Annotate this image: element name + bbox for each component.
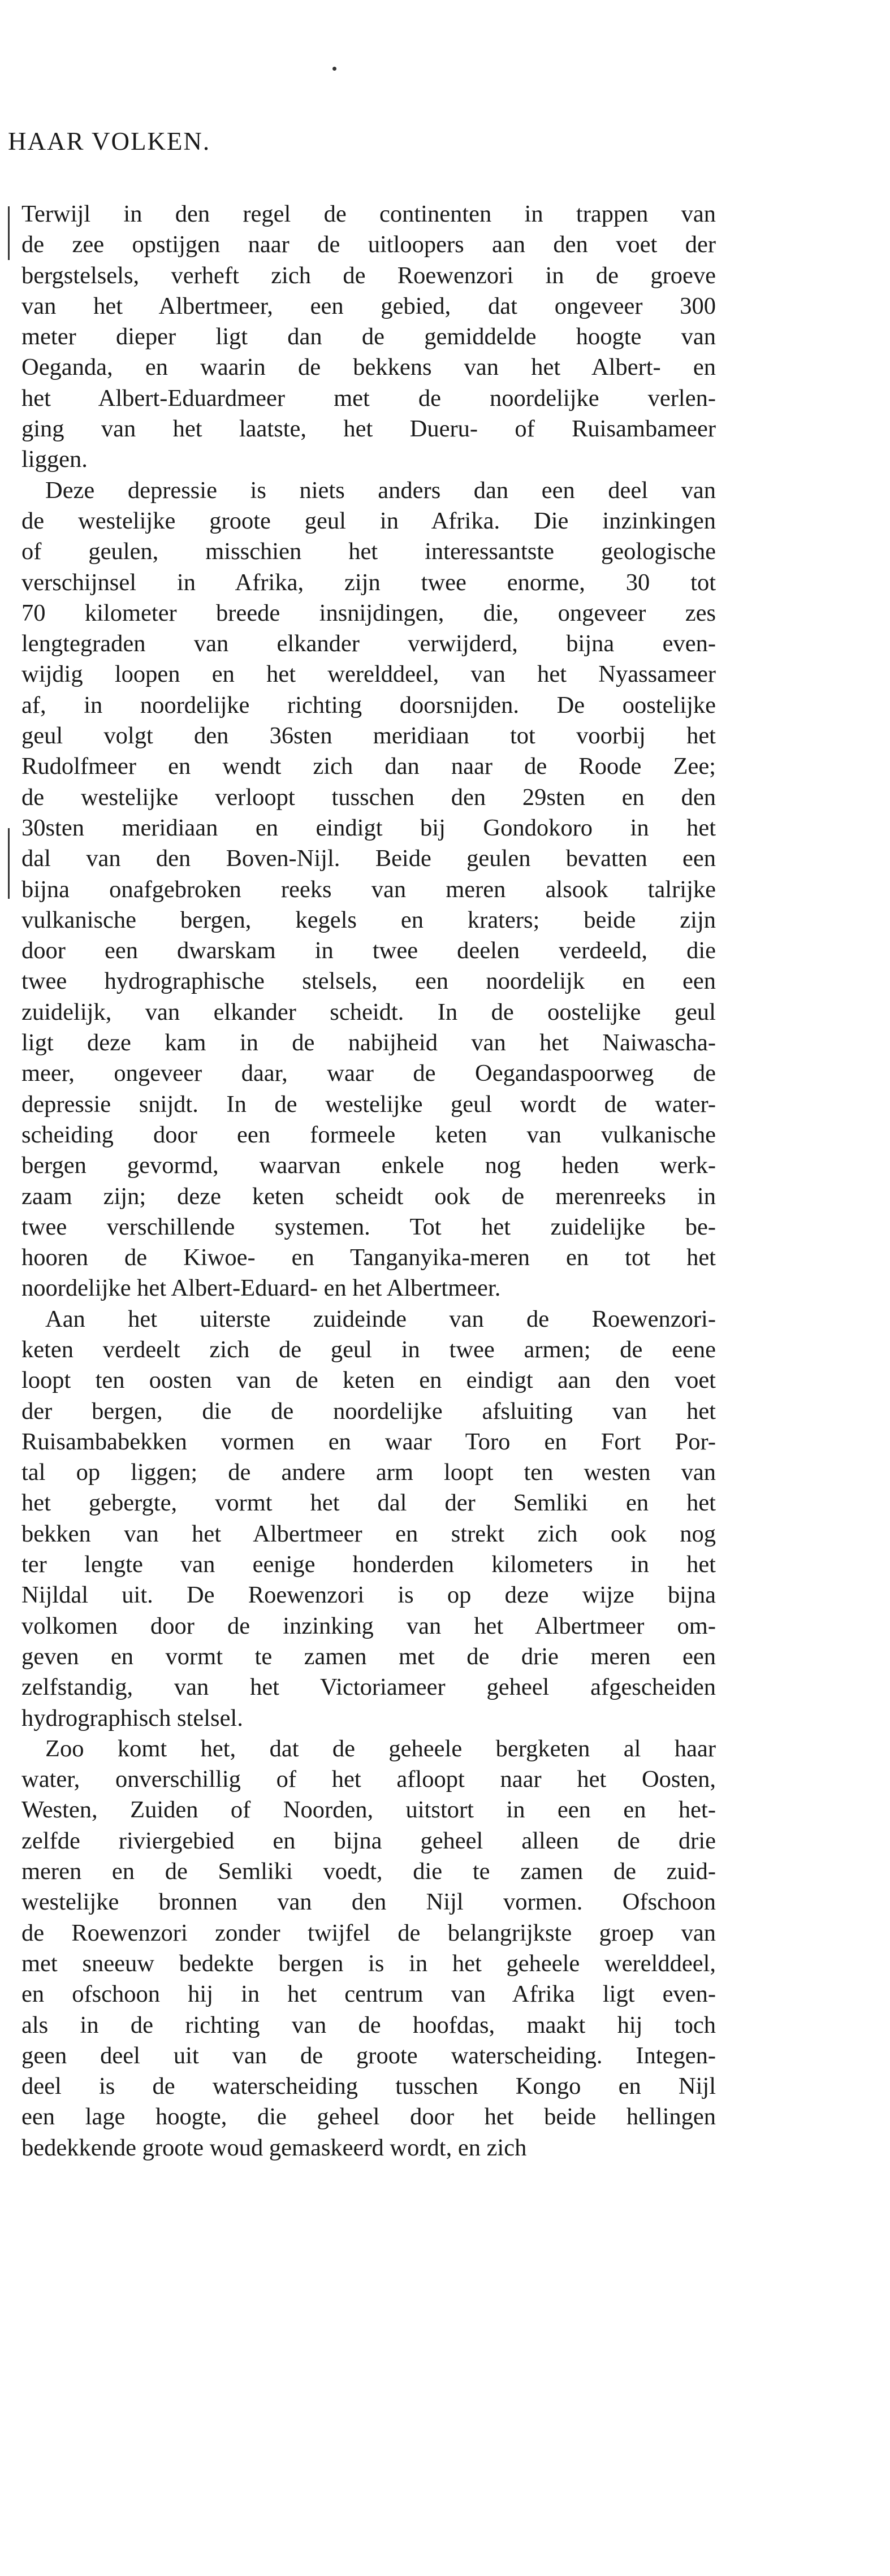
text-line: twee verschillende systemen. Tot het zuidelijke be- [21, 1213, 716, 1240]
text-line: bedekkende groote woud gemaskeerd wordt, en zich [21, 2134, 527, 2161]
body-text [21, 199, 716, 2163]
text-line: tal op liggen; de andere arm loopt ten westen van [21, 1459, 716, 1486]
text-line: Oeganda, en waarin de bekkens van het Albert- en [21, 354, 716, 381]
page-dot-mark [332, 67, 336, 71]
text-line: af, in noordelijke richting doorsnijden. De oostelijke [21, 691, 716, 718]
text-line: Nijldal uit. De Roewenzori is op deze wijze bijna [21, 1582, 716, 1609]
text-line: ging van het laatste, het Dueru- of Ruisambameer [21, 415, 716, 443]
text-line: verschijnsel in Afrika, zijn twee enorme, 30 tot [21, 569, 716, 596]
text-line: Terwijl in den regel de continenten in trappen van [21, 201, 716, 227]
text-line: geven en vormt te zamen met de drie meren een [21, 1643, 716, 1670]
text-line: ligt deze kam in de nabijheid van het Naiwascha- [21, 1029, 716, 1057]
text-line: deel is de waterscheiding tusschen Kongo en Nijl [21, 2073, 716, 2100]
text-line: keten verdeelt zich de geul in twee armen; de eene [21, 1336, 716, 1363]
text-line: lengtegraden van elkander verwijderd, bijna even- [21, 630, 716, 657]
text-line: als in de richting van de hoofdas, maakt hij toch [21, 2011, 716, 2038]
running-head: HAAR VOLKEN. [8, 127, 211, 155]
text-line: bekken van het Albertmeer en strekt zich ook nog [21, 1520, 716, 1547]
text-line: met sneeuw bedekte bergen is in het geheele werelddeel, [21, 1950, 716, 1977]
text-line: bijna onafgebroken reeks van meren alsook talrijke [21, 876, 716, 903]
text-line: Zoo komt het, dat de geheele bergketen al haar [45, 1735, 716, 1762]
text-line: zaam zijn; deze keten scheidt ook de merenreeks in [21, 1183, 716, 1210]
text-line: hydrographisch stelsel. [21, 1704, 243, 1731]
text-line: dal van den Boven-Nijl. Beide geulen bevatten een [21, 845, 716, 872]
text-line: water, onverschillig of het afloopt naar het Oosten, [21, 1766, 716, 1793]
paragraph [21, 1304, 716, 1734]
text-line: Deze depressie is niets anders dan een deel van [45, 477, 716, 504]
text-line: 30sten meridiaan en eindigt bij Gondokoro in het [21, 814, 716, 841]
text-line: het Albert-Eduardmeer met de noordelijke verlen- [21, 384, 716, 412]
text-line: de westelijke verloopt tusschen den 29sten en den [21, 783, 716, 811]
text-line: en ofschoon hij in het centrum van Afrika ligt even- [21, 1981, 716, 2008]
text-line: twee hydrographische stelsels, een noordelijk en een [21, 968, 716, 995]
text-line: Ruisambabekken vormen en waar Toro en Fort Por- [21, 1428, 716, 1455]
text-line: scheiding door een formeele keten van vulkanische [21, 1121, 716, 1148]
paragraph [21, 475, 716, 1304]
text-line: geen deel uit van de groote waterscheiding. Integen- [21, 2042, 716, 2069]
text-line: de westelijke groote geul in Afrika. Die inzinkingen [21, 507, 716, 534]
text-line: zuidelijk, van elkander scheidt. In de oostelijke geul [21, 998, 716, 1025]
text-line: der bergen, die de noordelijke afsluiting van het [21, 1397, 716, 1425]
text-line: loopt ten oosten van de keten en eindigt aan den voet [21, 1367, 716, 1394]
text-line: of geulen, misschien het interessantste geologische [21, 538, 716, 565]
margin-rule [8, 828, 10, 899]
text-line: wijdig loopen en het werelddeel, van het Nyassameer [21, 661, 716, 688]
text-line: zelfstandig, van het Victoriameer geheel afgescheiden [21, 1674, 716, 1701]
text-line: meter dieper ligt dan de gemiddelde hoogte van [21, 323, 716, 350]
paragraph [21, 1734, 716, 2163]
paragraph [21, 199, 716, 475]
text-line: bergen gevormd, waarvan enkele nog heden werk- [21, 1152, 716, 1179]
text-line: volkomen door de inzinking van het Albertmeer om- [21, 1612, 716, 1639]
text-line: meer, ongeveer daar, waar de Oegandaspoorweg de [21, 1060, 716, 1087]
text-line: noordelijke het Albert-Eduard- en het Albertmeer. [21, 1275, 501, 1302]
text-line: 70 kilometer breede insnijdingen, die, ongeveer zes [21, 599, 716, 626]
text-line: de Roewenzori zonder twijfel de belangrijkste groep van [21, 1919, 716, 1946]
text-line: het gebergte, vormt het dal der Semliki en het [21, 1490, 716, 1517]
text-line: vulkanische bergen, kegels en kraters; beide zijn [21, 906, 716, 933]
text-line: Westen, Zuiden of Noorden, uitstort in een en het- [21, 1796, 716, 1824]
text-line: Rudolfmeer en wendt zich dan naar de Roode Zee; [21, 753, 716, 780]
text-line: door een dwarskam in twee deelen verdeeld, die [21, 937, 716, 964]
text-line: depressie snijdt. In de westelijke geul wordt de water- [21, 1090, 716, 1118]
text-line: Aan het uiterste zuideinde van de Roewenzori- [45, 1305, 716, 1332]
text-line: westelijke bronnen van den Nijl vormen. Ofschoon [21, 1889, 716, 1916]
text-line: hooren de Kiwoe- en Tanganyika-meren en tot het [21, 1244, 716, 1271]
text-line: zelfde riviergebied en bijna geheel alleen de drie [21, 1827, 716, 1854]
text-line: ter lengte van eenige honderden kilometers in het [21, 1551, 716, 1578]
text-line: van het Albertmeer, een gebied, dat ongeveer 300 [21, 292, 716, 319]
margin-rule [8, 206, 10, 260]
text-line: liggen. [21, 446, 88, 473]
text-line: bergstelsels, verheft zich de Roewenzori in de groeve [21, 262, 716, 289]
text-line: geul volgt den 36sten meridiaan tot voorbij het [21, 722, 716, 750]
text-line: meren en de Semliki voedt, die te zamen de zuid- [21, 1858, 716, 1885]
text-line: een lage hoogte, die geheel door het beide hellingen [21, 2103, 716, 2131]
text-line: de zee opstijgen naar de uitloopers aan den voet der [21, 231, 716, 258]
